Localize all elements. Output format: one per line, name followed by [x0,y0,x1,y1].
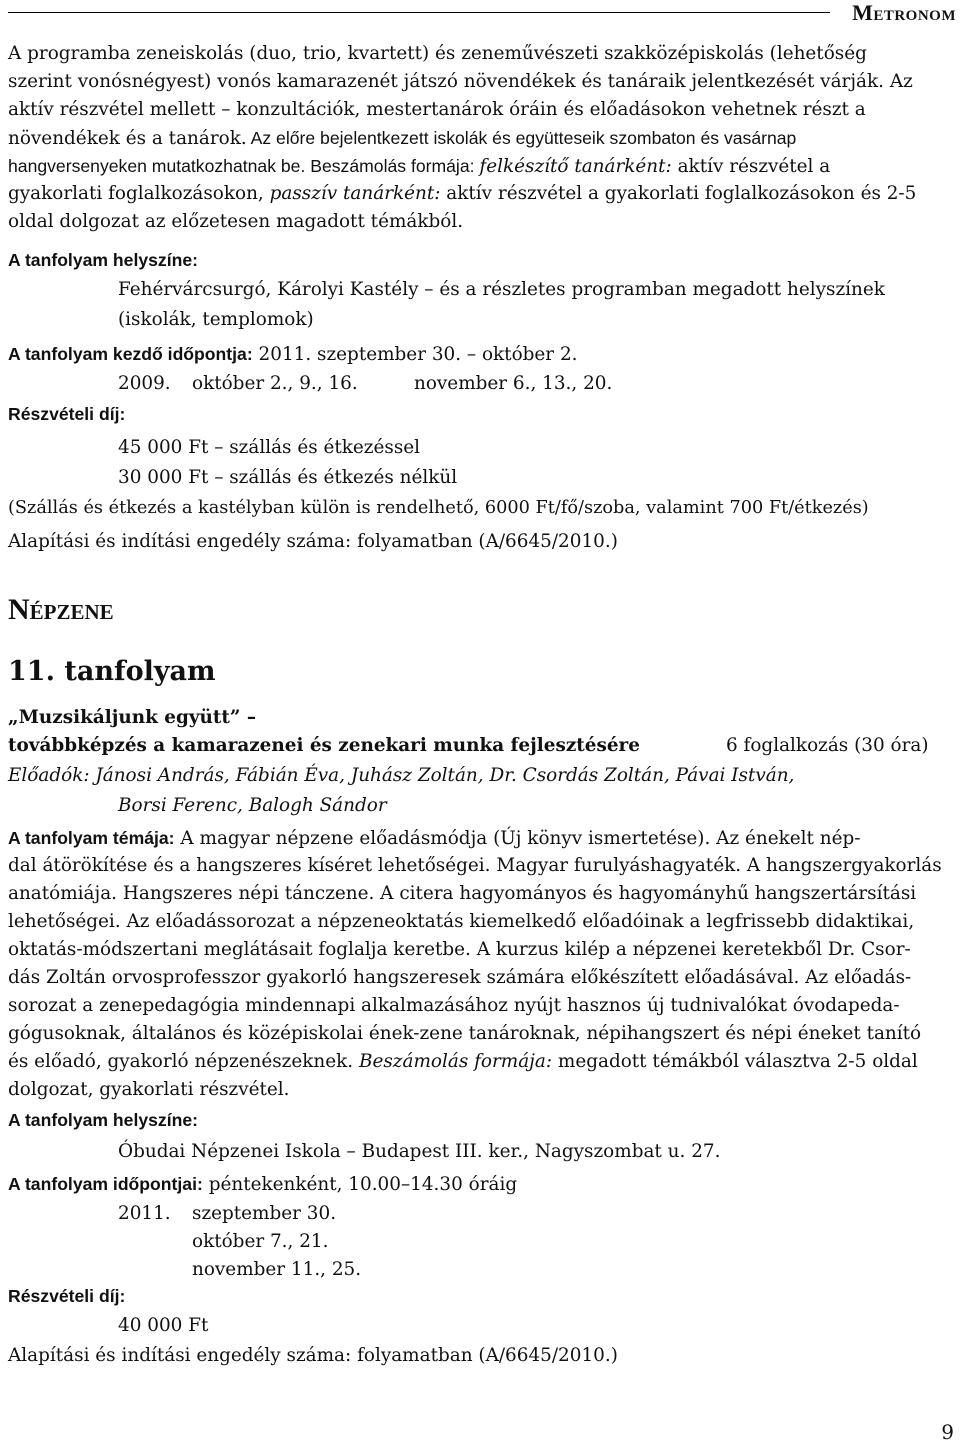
place-value: (iskolák, templomok) [118,309,314,330]
course-title: továbbképzés a kamarazenei és zenekari munka fejlesztésére [8,735,640,756]
intro-text: hangversenyeken mutatkozhatnak be. [8,156,306,176]
intro-line [8,152,830,181]
date-year: 2009. [118,373,171,394]
dates-label: A tanfolyam időpontjai: [8,1174,203,1194]
accommodation-note: (Szállás és étkezés a kastélyban külön is rendelhető, 6000 Ft/fő/szoba, valamint 700 Ft/étkezés) [8,498,869,518]
topic-label: A tanfolyam témája: [8,828,175,848]
fee-label: Részvételi díj: [8,1286,126,1306]
date-year: 2011. [118,1203,171,1224]
dates-line [8,1170,517,1199]
presenters: Előadók: Jánosi András, Fábián Éva, Juhász Zoltán, Dr. Csordás Zoltán, Pávai István, [8,765,795,786]
start-label: A tanfolyam kezdő időpontja: [8,344,253,364]
topic-text: A magyar népzene előadásmódja (Új könyv ismertetése). Az énekelt nép- [174,828,861,849]
place-label: A tanfolyam helyszíne: [8,1110,198,1130]
intro-line [8,124,796,153]
report-format-label: Beszámolás formája: [353,1051,553,1072]
intro-text: aktív részvétel a gyakorlati foglalkozásokon és 2-5 [440,183,917,204]
topic-line: oktatás-módszertani meglátásait foglalja keretbe. A kurzus kilép a népzenei keretekből Dr. Csor- [8,939,911,960]
course-sessions: 6 foglalkozás (30 óra) [726,735,929,756]
topic-line: sorozat a zenepedagógia mindennapi alkalmazásához nyújt hasznos új tudnivalókat óvodapeda- [8,995,900,1016]
date-october: október 2., 9., 16. [192,373,358,394]
intro-line: aktív részvétel mellett – konzultációk, mestertanárok óráin és előadásokon vehetnek részt a [8,99,866,120]
header-rule [8,12,830,13]
intro-text: Az előre bejelentkezett iskolák és együtteseik szombaton és vasárnap [246,128,797,148]
intro-text: növendékek és a tanárok. [8,128,247,149]
date-september: szeptember 30. [192,1203,337,1224]
report-role: passzív tanárként: [269,183,441,204]
course-number: 11. tanfolyam [8,656,216,687]
topic-text: megadott témákból választva 2-5 oldal [552,1051,918,1072]
topic-line: gógusoknak, általános és középiskolai ének-zene tanároknak, népihangszert és népi éneket tanító [8,1023,922,1044]
date-november: november 11., 25. [192,1259,362,1280]
permit-line: Alapítási és indítási engedély száma: folyamatban (A/6645/2010.) [8,1345,618,1366]
fee-value: 45 000 Ft – szállás és étkezéssel [118,437,421,458]
fee-label: Részvételi díj: [8,404,126,424]
topic-line: anatómiája. Hangszeres népi tánczene. A citera hagyományos és hagyományhű hangszertársítási [8,883,917,904]
start-date-line [8,340,578,369]
presenters: Borsi Ferenc, Balogh Sándor [118,795,387,816]
topic-line: lehetőségei. Az előadássorozat a népzeneoktatás kiemelkedő előadóinak a legfrissebb didaktikai, [8,911,915,932]
intro-text: gyakorlati foglalkozásokon, [8,183,270,204]
place-value: Fehérvárcsurgó, Károlyi Kastély – és a részletes programban megadott helyszínek [118,279,885,300]
topic-text: és előadó, gyakorló népzenészeknek. [8,1051,354,1072]
topic-line [8,824,860,853]
intro-line [8,180,916,208]
topic-line: dal átörökítése és a hangszeres kíséret lehetőségei. Magyar furulyáshagyaték. A hangszergyakorlás [8,855,942,876]
topic-line [8,1048,918,1076]
report-format-label: Beszámolás formája: [305,156,480,176]
fee-value: 40 000 Ft [118,1315,209,1336]
date-october: október 7., 21. [192,1231,329,1252]
page-number: 9 [941,1420,954,1444]
topic-line: dolgozat, gyakorlati részvétel. [8,1079,290,1100]
topic-line: dás Zoltán orvosprofesszor gyakorló hangszeresek számára előkészített előadásával. Az előadás- [8,967,912,988]
place-label: A tanfolyam helyszíne: [8,250,198,270]
permit-line: Alapítási és indítási engedély száma: folyamatban (A/6645/2010.) [8,531,618,552]
course-title: „Muzsikáljunk együtt” – [8,707,257,728]
date-november: november 6., 13., 20. [414,373,613,394]
section-title: Népzene [8,593,114,626]
intro-line: A programba zeneiskolás (duo, trio, kvartett) és zeneművészeti szakközépiskolás (lehetőség [8,43,867,64]
intro-text: aktív részvétel a [671,156,831,177]
start-value: 2011. szeptember 30. – október 2. [252,344,578,365]
place-value: Óbudai Népzenei Iskola – Budapest III. ker., Nagyszombat u. 27. [118,1141,721,1162]
report-role: felkészítő tanárként: [479,156,672,177]
magazine-title: Metronom [852,0,956,25]
intro-line: szerint vonósnégyest) vonós kamarazenét játszó növendékek és tanáraik jelentkezését várják. Az [8,71,913,92]
dates-value: péntekenként, 10.00–14.30 óráig [202,1174,518,1195]
page-header [8,0,960,25]
fee-value: 30 000 Ft – szállás és étkezés nélkül [118,467,458,488]
intro-line: oldal dolgozat az előzetesen magadott témákból. [8,211,464,232]
